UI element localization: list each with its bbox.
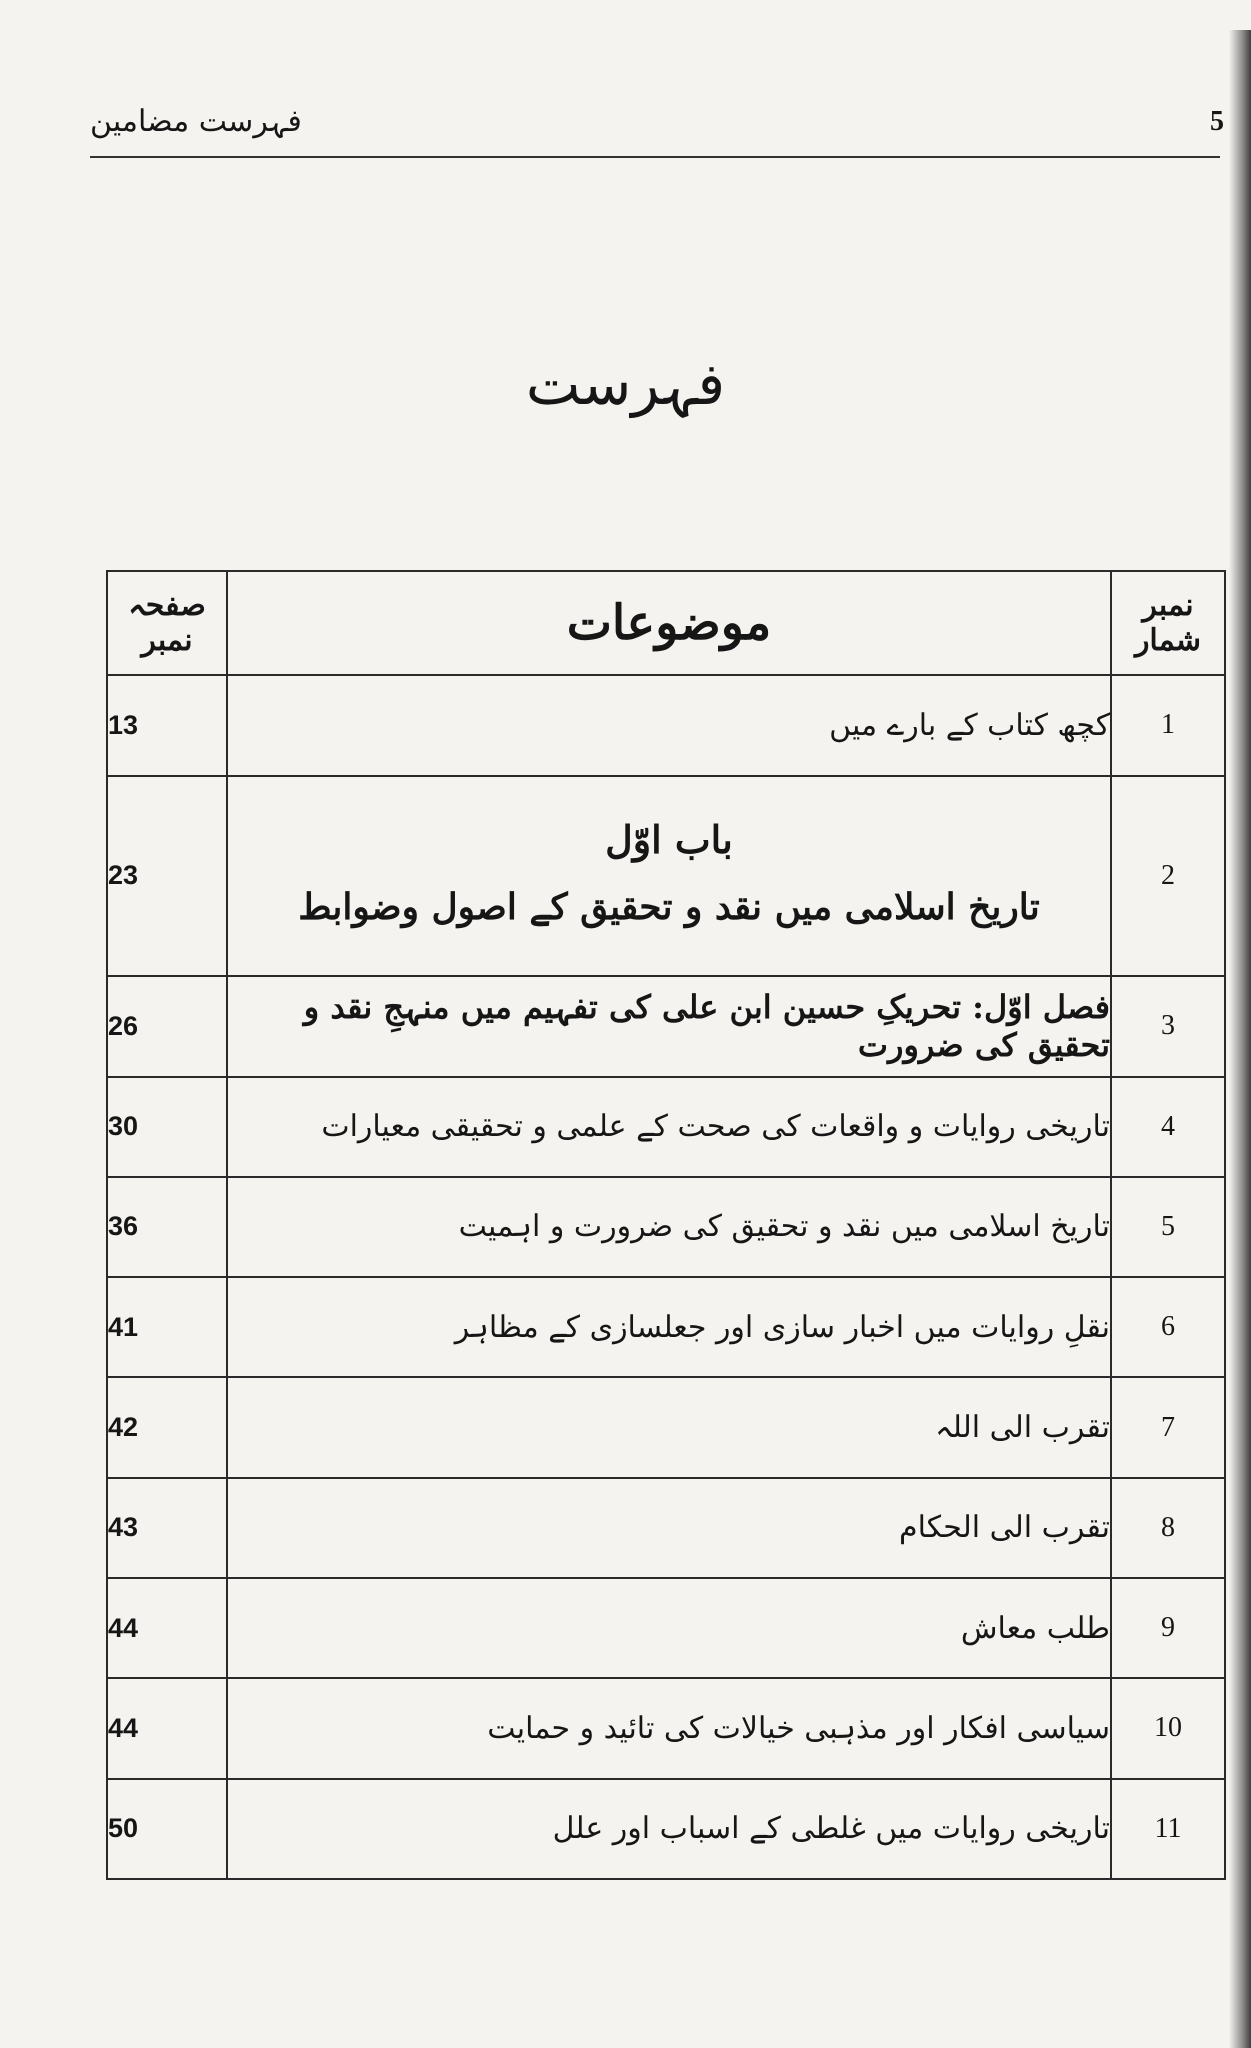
table-row — [107, 776, 1225, 977]
page-edge-shadow — [1229, 30, 1251, 2048]
table-row — [107, 1678, 1225, 1778]
row-page: 26 — [107, 976, 227, 1076]
row-topic — [227, 776, 1111, 977]
table-row — [107, 1277, 1225, 1377]
row-number: 3 — [1111, 976, 1225, 1076]
row-number: 1 — [1111, 675, 1225, 775]
header-topics: موضوعات — [227, 571, 1111, 675]
table-row — [107, 1077, 1225, 1177]
row-number: 6 — [1111, 1277, 1225, 1377]
row-topic: تاریخی روایات میں غلطی کے اسباب اور علل — [227, 1779, 1111, 1879]
row-number: 7 — [1111, 1377, 1225, 1477]
row-page: 23 — [107, 776, 227, 977]
row-topic: تاریخی روایات و واقعات کی صحت کے علمی و تحقیقی معیارات — [227, 1077, 1111, 1177]
row-page: 43 — [107, 1478, 227, 1578]
row-page: 30 — [107, 1077, 227, 1177]
table-row — [107, 1478, 1225, 1578]
row-page: 42 — [107, 1377, 227, 1477]
contents-table — [106, 570, 1226, 1880]
table-row — [107, 675, 1225, 775]
page-number: 5 — [1210, 106, 1224, 137]
chapter-subheading: تاریخ اسلامی میں نقد و تحقیق کے اصول وضوابط — [298, 885, 1040, 928]
row-number: 4 — [1111, 1077, 1225, 1177]
row-number: 10 — [1111, 1678, 1225, 1778]
row-page: 50 — [107, 1779, 227, 1879]
row-topic: نقلِ روایات میں اخبار سازی اور جعلسازی کے مظاہر — [227, 1277, 1111, 1377]
row-number: 5 — [1111, 1177, 1225, 1277]
running-header — [90, 100, 1224, 158]
row-topic: تقرب الی الحکام — [227, 1478, 1111, 1578]
running-title: فہرست مضامین — [90, 104, 302, 139]
row-page: 13 — [107, 675, 227, 775]
row-number: 9 — [1111, 1578, 1225, 1678]
table-row — [107, 1177, 1225, 1277]
row-page: 41 — [107, 1277, 227, 1377]
table-row — [107, 976, 1225, 1076]
header-serial-number: نمبر شمار — [1111, 571, 1225, 675]
row-topic: سیاسی افکار اور مذہبی خیالات کی تائید و حمایت — [227, 1678, 1111, 1778]
row-topic: تقرب الی اللہ — [227, 1377, 1111, 1477]
row-topic: فصل اوّل: تحریکِ حسین ابن علی کی تفہیم میں منہجِ نقد و تحقیق کی ضرورت — [227, 976, 1111, 1076]
row-topic: کچھ کتاب کے بارے میں — [227, 675, 1111, 775]
row-number: 8 — [1111, 1478, 1225, 1578]
page-title: فہرست — [525, 350, 726, 418]
row-page: 36 — [107, 1177, 227, 1277]
chapter-heading: باب اوّل — [605, 816, 733, 862]
row-number: 2 — [1111, 776, 1225, 977]
table-row — [107, 1578, 1225, 1678]
table-row — [107, 1779, 1225, 1879]
row-topic: طلب معاش — [227, 1578, 1111, 1678]
row-number: 11 — [1111, 1779, 1225, 1879]
row-page: 44 — [107, 1678, 227, 1778]
header-page-number: صفحہ نمبر — [107, 571, 227, 675]
table-header-row — [107, 571, 1225, 675]
row-topic: تاریخ اسلامی میں نقد و تحقیق کی ضرورت و اہمیت — [227, 1177, 1111, 1277]
table-row — [107, 1377, 1225, 1477]
row-page: 44 — [107, 1578, 227, 1678]
